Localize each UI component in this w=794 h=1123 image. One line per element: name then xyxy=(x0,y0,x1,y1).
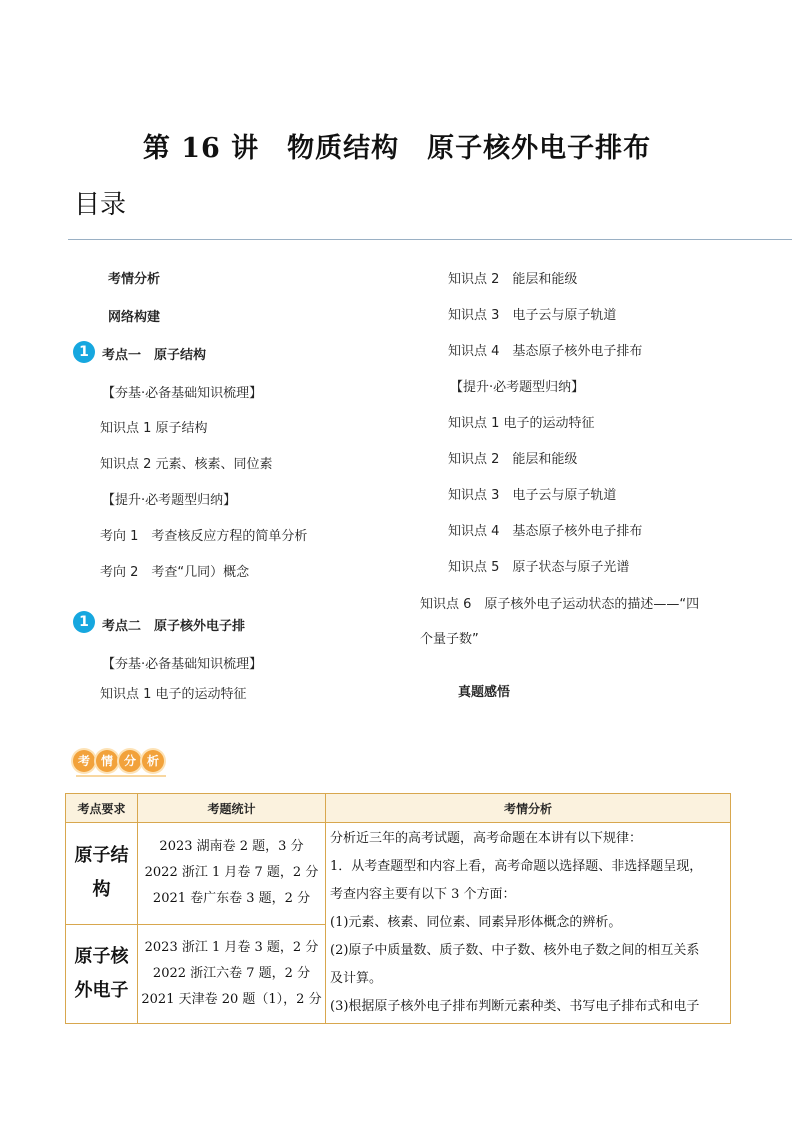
header-fenxi: 考情分析 xyxy=(326,794,731,823)
badge-char: 情 xyxy=(96,750,118,772)
page-title: 第 16 讲 物质结构 原子核外电子排布 xyxy=(142,133,652,164)
header-tongji: 考题统计 xyxy=(138,794,326,823)
toc-item-r2-zsd2[interactable]: 知识点 2 能层和能级 xyxy=(448,452,578,467)
badge-char: 考 xyxy=(73,750,95,772)
requirement-cell: 原子核 外电子 xyxy=(66,924,138,1023)
toc-item-r-zsd2[interactable]: 知识点 2 能层和能级 xyxy=(448,272,578,287)
statistics-cell: 2023 浙江 1 月卷 3 题，2 分 2022 浙江六卷 7 题，2 分 2021 天津卷 20 题（1），2 分 xyxy=(138,924,326,1023)
toc-item-r2-zsd1[interactable]: 知识点 1 电子的运动特征 xyxy=(448,416,595,431)
toc-item-k1-kx2[interactable]: 考向 2 考查“几同）概念 xyxy=(100,565,250,580)
toc-item-zhenti[interactable]: 真题感悟 xyxy=(458,685,511,700)
analysis-table xyxy=(65,793,731,1024)
table-row xyxy=(66,823,731,925)
toc-item-r2-zsd6-cont[interactable]: 个量子数” xyxy=(420,632,479,647)
section-number-badge: 1 xyxy=(73,611,95,633)
toc-item-kaoqing[interactable]: 考情分析 xyxy=(108,272,161,287)
toc-heading: 目录 xyxy=(74,190,127,220)
badge-char: 析 xyxy=(142,750,164,772)
analysis-section-badge xyxy=(73,750,164,772)
badge-underline xyxy=(76,775,166,777)
toc-item-r-zsd4[interactable]: 知识点 4 基态原子核外电子排布 xyxy=(448,344,643,359)
toc-item-kaodian1[interactable]: 考点一 原子结构 xyxy=(102,348,207,363)
toc-item-k1-zsd2[interactable]: 知识点 2 元素、核素、同位素 xyxy=(100,457,273,472)
header-kaodian: 考点要求 xyxy=(66,794,138,823)
toc-item-k2-zsd1[interactable]: 知识点 1 电子的运动特征 xyxy=(100,687,247,702)
toc-item-k1-tisheng[interactable]: 【提升·必考题型归纳】 xyxy=(102,493,237,508)
toc-item-kaodian2[interactable]: 考点二 原子核外电子排 xyxy=(102,619,246,634)
toc-item-k1-jichu[interactable]: 【夯基·必备基础知识梳理】 xyxy=(102,386,263,401)
toc-item-r-zsd3[interactable]: 知识点 3 电子云与原子轨道 xyxy=(448,308,617,323)
section-number-badge: 1 xyxy=(73,341,95,363)
toc-item-r2-zsd5[interactable]: 知识点 5 原子状态与原子光谱 xyxy=(448,560,630,575)
toc-item-r-tisheng[interactable]: 【提升·必考题型归纳】 xyxy=(450,380,585,395)
toc-item-k2-jichu[interactable]: 【夯基·必备基础知识梳理】 xyxy=(102,657,263,672)
badge-char: 分 xyxy=(119,750,141,772)
toc-item-r2-zsd6[interactable]: 知识点 6 原子核外电子运动状态的描述——“四 xyxy=(420,597,700,612)
toc-item-k1-zsd1[interactable]: 知识点 1 原子结构 xyxy=(100,421,208,436)
toc-item-k1-kx1[interactable]: 考向 1 考查核反应方程的简单分析 xyxy=(100,529,308,544)
analysis-cell: 分析近三年的高考试题，高考命题在本讲有以下规律： 1．从考查题型和内容上看，高考命题以选择题、非选择题呈现， 考查内容主要有以下 3 个方面： (1)元素、核素、同位素、同素异形体概念的辨析。 (2)原子中质量数、质子数、中子数、核外电子数之间的相互关系 及计算。 (3)根据原子核外电子排布判断元素种类、书写电子排布式和电子 xyxy=(326,823,731,1024)
statistics-cell: 2023 湖南卷 2 题，3 分 2022 浙江 1 月卷 7 题，2 分 2021 卷广东卷 3 题，2 分 xyxy=(138,823,326,925)
toc-item-r2-zsd4[interactable]: 知识点 4 基态原子核外电子排布 xyxy=(448,524,643,539)
toc-divider xyxy=(68,239,792,240)
table-header-row xyxy=(66,794,731,823)
toc-item-wangluo[interactable]: 网络构建 xyxy=(108,310,161,325)
toc-item-r2-zsd3[interactable]: 知识点 3 电子云与原子轨道 xyxy=(448,488,617,503)
requirement-cell: 原子结 构 xyxy=(66,823,138,925)
